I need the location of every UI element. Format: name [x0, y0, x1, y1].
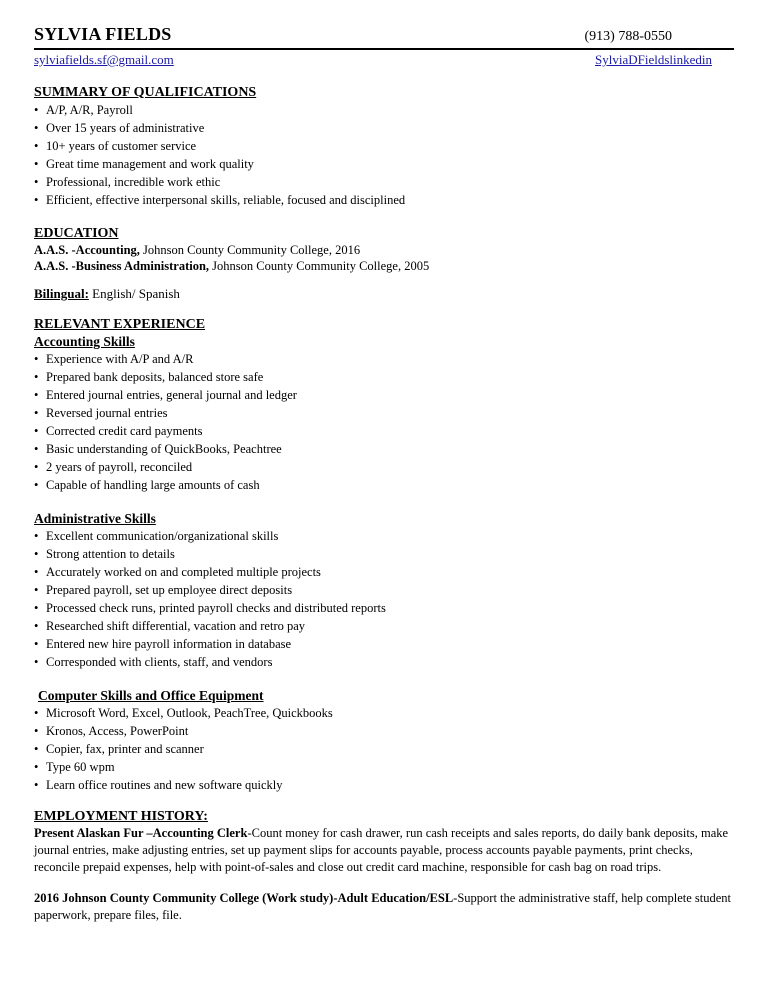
list-item: • Learn office routines and new software quickly [34, 776, 734, 794]
list-item: • Great time management and work quality [34, 155, 734, 173]
bilingual-line [34, 286, 734, 302]
computer-skills-list [34, 704, 734, 794]
job-description: -Support the administrative staff, help complete student paperwork, prepare files, file. [34, 891, 732, 922]
list-item: • Capable of handling large amounts of cash [34, 476, 734, 494]
job-heading: Present Alaskan Fur –Accounting Clerk [34, 826, 248, 840]
education-entry [34, 258, 734, 274]
list-item: • Kronos, Access, PowerPoint [34, 722, 734, 740]
header-divider [34, 48, 734, 50]
list-item: • Prepared bank deposits, balanced store safe [34, 368, 734, 386]
accounting-skills-list [34, 350, 734, 494]
administrative-skills-heading: Administrative Skills [34, 511, 156, 526]
employment-entry [34, 890, 734, 924]
bilingual-value: English/ Spanish [88, 286, 180, 301]
degree: A.A.S. -Accounting, [34, 243, 140, 257]
list-item: • Strong attention to details [34, 545, 734, 563]
list-item: • Copier, fax, printer and scanner [34, 740, 734, 758]
list-item: • Reversed journal entries [34, 404, 734, 422]
education-entry [34, 242, 734, 258]
list-item: • Experience with A/P and A/R [34, 350, 734, 368]
list-item: • Entered new hire payroll information in database [34, 635, 734, 653]
list-item: • Corresponded with clients, staff, and vendors [34, 653, 734, 671]
email-link[interactable]: sylviafields.sf@gmail.com [34, 52, 174, 67]
list-item: • Entered journal entries, general journal and ledger [34, 386, 734, 404]
degree-detail: Johnson County Community College, 2005 [209, 259, 430, 273]
list-item: • 10+ years of customer service [34, 137, 734, 155]
candidate-name: SYLVIA FIELDS [34, 24, 172, 44]
list-item: • Processed check runs, printed payroll checks and distributed reports [34, 599, 734, 617]
employment-entry [34, 825, 734, 876]
list-item: • A/P, A/R, Payroll [34, 101, 734, 119]
phone-number: (913) 788-0550 [584, 29, 672, 44]
list-item: • 2 years of payroll, reconciled [34, 458, 734, 476]
summary-list [34, 101, 734, 209]
list-item: • Microsoft Word, Excel, Outlook, PeachTree, Quickbooks [34, 704, 734, 722]
job-heading: 2016 Johnson County Community College (Work study)-Adult Education/ESL [34, 891, 454, 905]
degree: A.A.S. -Business Administration, [34, 259, 210, 273]
degree-detail: Johnson County Community College, 2016 [139, 243, 361, 257]
list-item: • Efficient, effective interpersonal skills, reliable, focused and disciplined [34, 191, 734, 209]
administrative-skills-list [34, 527, 734, 671]
job-description: -Count money for cash drawer, run cash receipts and sales reports, do daily bank deposits, make journal entries, make adjusting entries, set up payment slips for accounts payable, process accounts payable payments, print checks, reconcile prepaid expenses, help with point-of-sales and close out credit card machine, responsible for cash bag on road trips. [34, 826, 729, 874]
list-item: • Excellent communication/organizational skills [34, 527, 734, 545]
accounting-skills-heading: Accounting Skills [34, 334, 135, 349]
bilingual-label: Bilingual: [34, 286, 89, 301]
list-item: • Corrected credit card payments [34, 422, 734, 440]
computer-skills-heading: Computer Skills and Office Equipment [38, 688, 264, 703]
resume-page [34, 24, 734, 924]
list-item: • Researched shift differential, vacation and retro pay [34, 617, 734, 635]
list-item: • Professional, incredible work ethic [34, 173, 734, 191]
list-item: • Basic understanding of QuickBooks, Peachtree [34, 440, 734, 458]
contact-row [34, 52, 734, 68]
list-item: • Accurately worked on and completed multiple projects [34, 563, 734, 581]
experience-heading: RELEVANT EXPERIENCE [34, 317, 206, 332]
list-item: • Over 15 years of administrative [34, 119, 734, 137]
list-item: • Prepared payroll, set up employee direct deposits [34, 581, 734, 599]
employment-heading: EMPLOYMENT HISTORY: [34, 809, 208, 824]
summary-heading: SUMMARY OF QUALIFICATIONS [34, 85, 257, 100]
list-item: • Type 60 wpm [34, 758, 734, 776]
linkedin-link[interactable]: SylviaDFieldslinkedin [595, 52, 712, 67]
header-row [34, 24, 734, 45]
education-heading: EDUCATION [34, 226, 119, 241]
